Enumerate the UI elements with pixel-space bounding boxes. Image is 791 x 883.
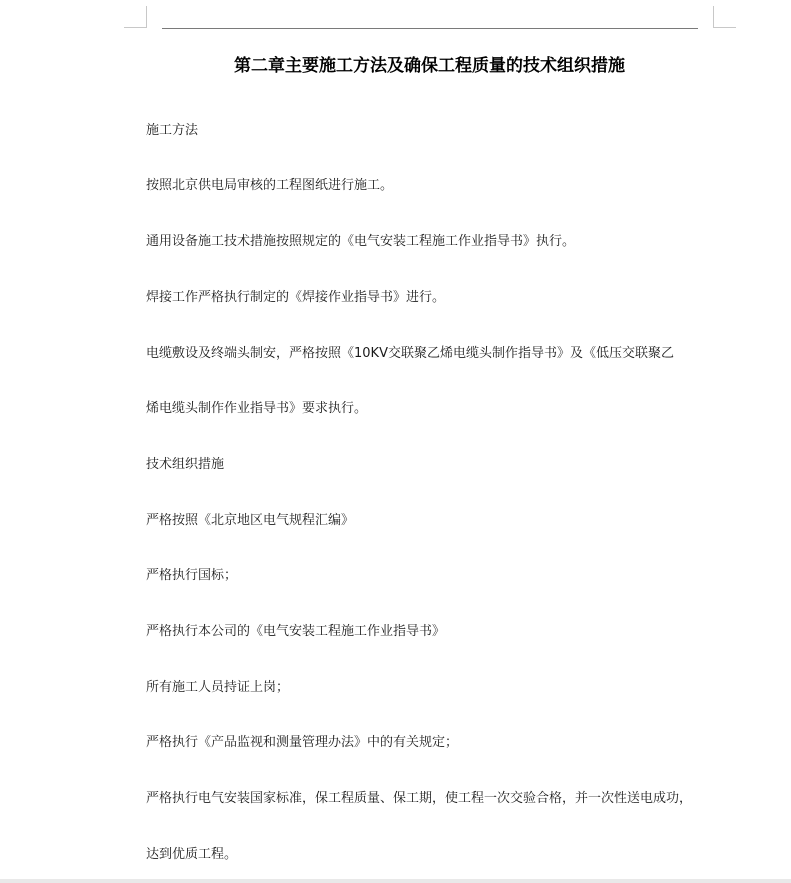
crop-mark-top-left — [124, 27, 146, 28]
crop-mark-top-right — [714, 27, 736, 28]
section-heading: 技术组织措施 — [146, 457, 225, 472]
paragraph: 严格执行电气安装国家标准，保工程质量、保工期，使工程一次交验合格，并一次性送电成功， — [146, 791, 693, 806]
chapter-title: 第二章主要施工方法及确保工程质量的技术组织措施 — [234, 56, 625, 76]
paragraph: 电缆敷设及终端头制安，严格按照《10KV交联聚乙烯电缆头制作指导书》及《低压交联聚乙 — [146, 346, 674, 361]
header-rule — [162, 28, 698, 29]
paragraph: 焊接工作严格执行制定的《焊接作业指导书》进行。 — [146, 290, 446, 305]
paragraph: 达到优质工程。 — [146, 847, 238, 862]
paragraph: 通用设备施工技术措施按照规定的《电气安装工程施工作业指导书》执行。 — [146, 234, 576, 249]
paragraph: 施工方法 — [146, 123, 199, 138]
paragraph: 按照北京供电局审核的工程图纸进行施工。 — [146, 178, 394, 193]
paragraph: 严格按照《北京地区电气规程汇编》 — [146, 513, 355, 528]
paragraph: 严格执行本公司的《电气安装工程施工作业指导书》 — [146, 624, 446, 639]
paragraph: 严格执行国标； — [146, 568, 238, 583]
page-bottom-edge — [0, 879, 791, 883]
paragraph: 烯电缆头制作作业指导书》要求执行。 — [146, 401, 368, 416]
crop-mark-top-left — [146, 6, 147, 28]
paragraph: 所有施工人员持证上岗； — [146, 680, 290, 695]
crop-mark-top-right — [713, 6, 714, 28]
paragraph: 严格执行《产品监视和测量管理办法》中的有关规定； — [146, 735, 459, 750]
